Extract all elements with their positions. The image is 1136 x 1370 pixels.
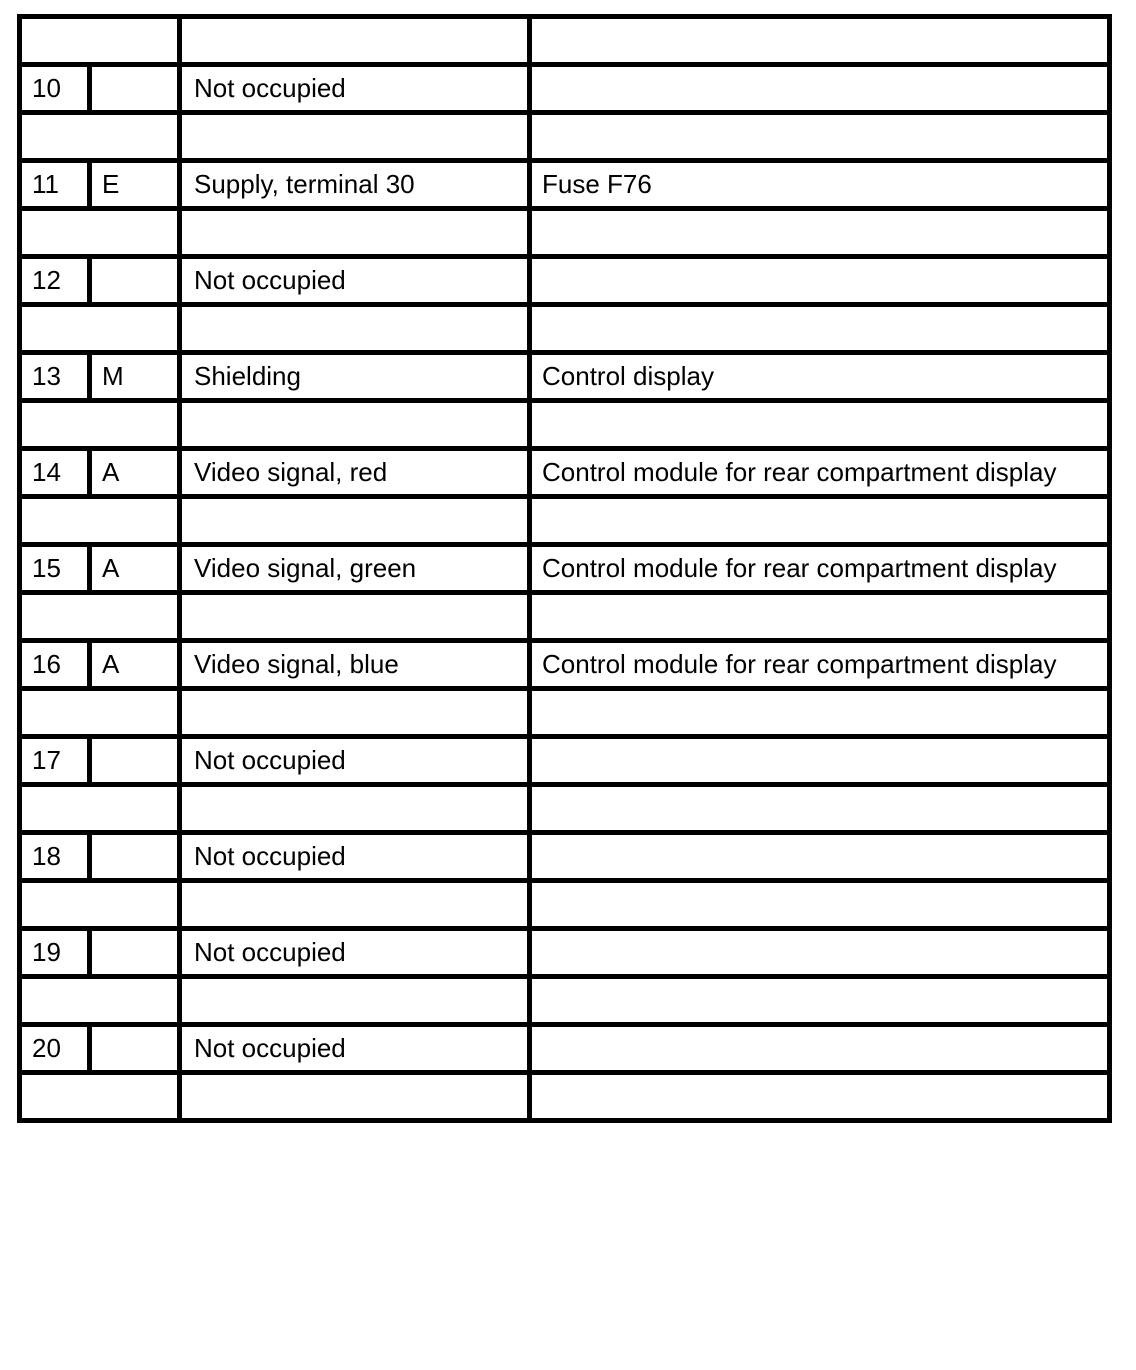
spacer-cell bbox=[180, 785, 530, 833]
spacer-cell bbox=[530, 497, 1110, 545]
table-row bbox=[20, 257, 1110, 305]
spacer-row bbox=[20, 689, 1110, 737]
spacer-cell bbox=[20, 401, 180, 449]
pin-cell: 10 bbox=[20, 65, 90, 113]
pin-cell: 11 bbox=[20, 161, 90, 209]
spacer-row bbox=[20, 593, 1110, 641]
spacer-cell bbox=[180, 209, 530, 257]
description-cell: Not occupied bbox=[180, 929, 530, 977]
spacer-row bbox=[20, 17, 1110, 65]
connection-cell bbox=[530, 737, 1110, 785]
spacer-cell bbox=[20, 1073, 180, 1121]
description-cell: Supply, terminal 30 bbox=[180, 161, 530, 209]
connection-cell bbox=[530, 1025, 1110, 1073]
type-cell bbox=[90, 1025, 180, 1073]
table-row bbox=[20, 1025, 1110, 1073]
spacer-cell bbox=[180, 689, 530, 737]
spacer-cell bbox=[530, 1073, 1110, 1121]
spacer-cell bbox=[20, 305, 180, 353]
spacer-cell bbox=[20, 113, 180, 161]
spacer-cell bbox=[530, 689, 1110, 737]
pin-cell: 15 bbox=[20, 545, 90, 593]
table-row bbox=[20, 737, 1110, 785]
connection-cell bbox=[530, 929, 1110, 977]
spacer-cell bbox=[180, 401, 530, 449]
spacer-row bbox=[20, 785, 1110, 833]
spacer-cell bbox=[20, 689, 180, 737]
pin-cell: 13 bbox=[20, 353, 90, 401]
spacer-cell bbox=[530, 881, 1110, 929]
connection-cell: Control module for rear compartment display bbox=[530, 545, 1110, 593]
spacer-row bbox=[20, 1073, 1110, 1121]
type-cell: A bbox=[90, 641, 180, 689]
table-row bbox=[20, 353, 1110, 401]
table-row bbox=[20, 161, 1110, 209]
spacer-cell bbox=[530, 593, 1110, 641]
spacer-cell bbox=[20, 209, 180, 257]
pin-cell: 14 bbox=[20, 449, 90, 497]
table-row bbox=[20, 641, 1110, 689]
spacer-cell bbox=[530, 17, 1110, 65]
pin-assignment-table bbox=[17, 14, 1112, 1123]
spacer-cell bbox=[20, 17, 180, 65]
spacer-cell bbox=[530, 401, 1110, 449]
description-cell: Not occupied bbox=[180, 1025, 530, 1073]
spacer-cell bbox=[180, 17, 530, 65]
pin-cell: 12 bbox=[20, 257, 90, 305]
pin-cell: 19 bbox=[20, 929, 90, 977]
connection-cell bbox=[530, 833, 1110, 881]
spacer-cell bbox=[20, 977, 180, 1025]
description-cell: Video signal, green bbox=[180, 545, 530, 593]
spacer-row bbox=[20, 977, 1110, 1025]
connection-cell: Fuse F76 bbox=[530, 161, 1110, 209]
type-cell bbox=[90, 929, 180, 977]
description-cell: Not occupied bbox=[180, 833, 530, 881]
type-cell bbox=[90, 737, 180, 785]
spacer-cell bbox=[180, 881, 530, 929]
spacer-row bbox=[20, 401, 1110, 449]
spacer-cell bbox=[20, 785, 180, 833]
connection-cell: Control display bbox=[530, 353, 1110, 401]
description-cell: Not occupied bbox=[180, 737, 530, 785]
connection-cell bbox=[530, 65, 1110, 113]
type-cell: A bbox=[90, 545, 180, 593]
connection-cell bbox=[530, 257, 1110, 305]
spacer-cell bbox=[530, 113, 1110, 161]
spacer-cell bbox=[20, 593, 180, 641]
spacer-row bbox=[20, 881, 1110, 929]
spacer-cell bbox=[180, 305, 530, 353]
description-cell: Not occupied bbox=[180, 257, 530, 305]
spacer-cell bbox=[20, 881, 180, 929]
spacer-cell bbox=[530, 785, 1110, 833]
pin-cell: 20 bbox=[20, 1025, 90, 1073]
spacer-cell bbox=[530, 209, 1110, 257]
pin-cell: 16 bbox=[20, 641, 90, 689]
pin-cell: 18 bbox=[20, 833, 90, 881]
table-row bbox=[20, 65, 1110, 113]
spacer-cell bbox=[530, 977, 1110, 1025]
table-row bbox=[20, 833, 1110, 881]
type-cell: A bbox=[90, 449, 180, 497]
spacer-cell bbox=[180, 1073, 530, 1121]
type-cell bbox=[90, 257, 180, 305]
spacer-row bbox=[20, 113, 1110, 161]
connection-cell: Control module for rear compartment display bbox=[530, 449, 1110, 497]
spacer-cell bbox=[20, 497, 180, 545]
spacer-cell bbox=[180, 113, 530, 161]
pin-cell: 17 bbox=[20, 737, 90, 785]
spacer-row bbox=[20, 497, 1110, 545]
spacer-cell bbox=[180, 977, 530, 1025]
connection-cell: Control module for rear compartment display bbox=[530, 641, 1110, 689]
pin-table-body bbox=[20, 17, 1110, 1121]
table-row bbox=[20, 929, 1110, 977]
spacer-row bbox=[20, 209, 1110, 257]
spacer-cell bbox=[530, 305, 1110, 353]
type-cell bbox=[90, 833, 180, 881]
type-cell bbox=[90, 65, 180, 113]
description-cell: Video signal, red bbox=[180, 449, 530, 497]
table-row bbox=[20, 449, 1110, 497]
type-cell: E bbox=[90, 161, 180, 209]
description-cell: Not occupied bbox=[180, 65, 530, 113]
description-cell: Video signal, blue bbox=[180, 641, 530, 689]
spacer-cell bbox=[180, 593, 530, 641]
spacer-row bbox=[20, 305, 1110, 353]
description-cell: Shielding bbox=[180, 353, 530, 401]
spacer-cell bbox=[180, 497, 530, 545]
type-cell: M bbox=[90, 353, 180, 401]
table-row bbox=[20, 545, 1110, 593]
